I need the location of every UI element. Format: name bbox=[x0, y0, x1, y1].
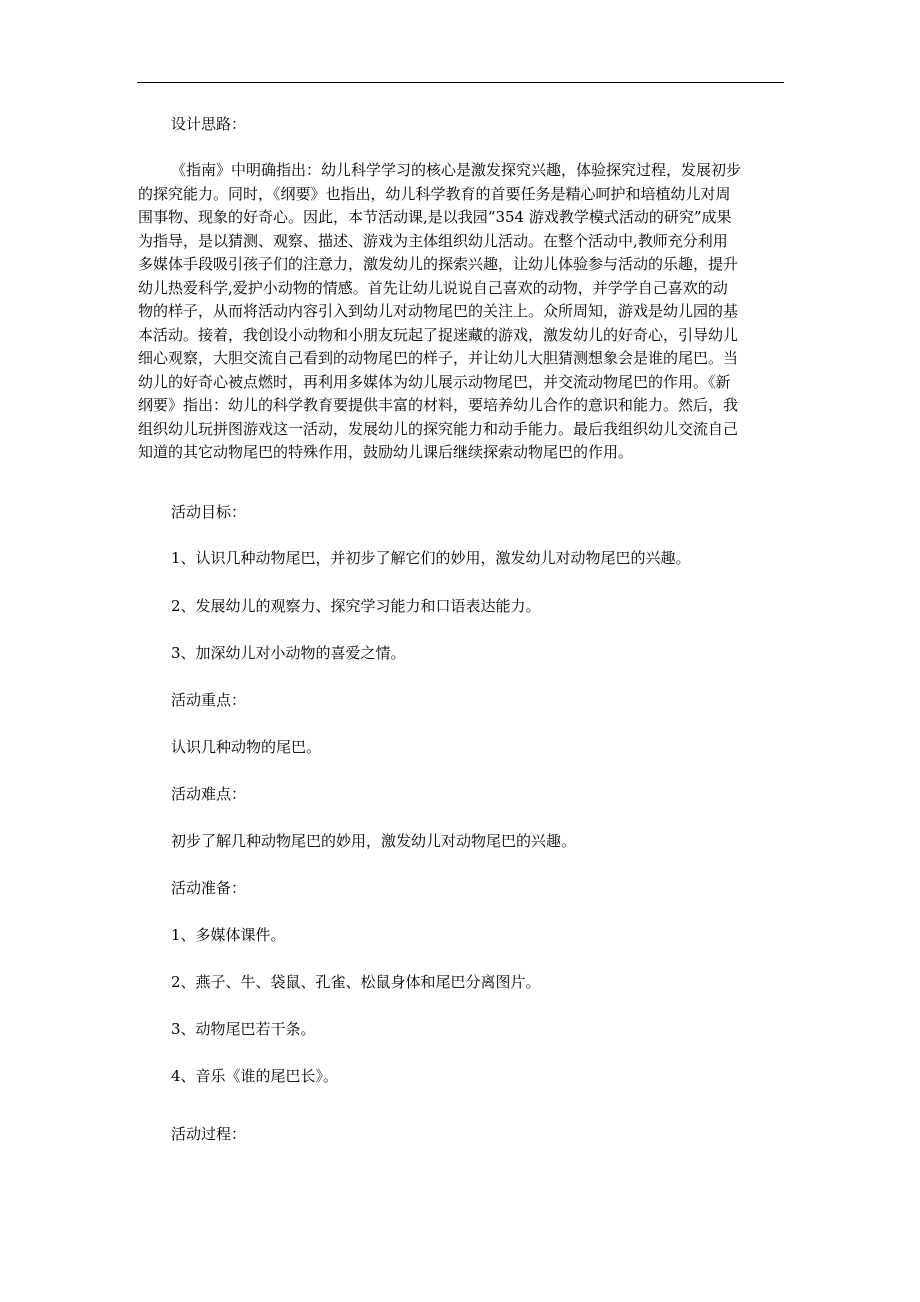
paragraph-line: 《指南》中明确指出：幼儿科学学习的核心是激发探究兴趣，体验探究过程，发展初步 bbox=[171, 161, 742, 179]
key-point-text: 认识几种动物的尾巴。 bbox=[171, 738, 322, 756]
heading-difficulty: 活动难点： bbox=[171, 785, 247, 803]
paragraph-line: 细心观察，大胆交流自己看到的动物尾巴的样子，并让幼儿大胆猜测想象会是谁的尾巴。当 bbox=[138, 349, 739, 367]
paragraph-line: 幼儿热爱科学,爱护小动物的情感。首先让幼儿说说自己喜欢的动物，并学学自己喜欢的动 bbox=[138, 279, 728, 297]
list-item: 1、认识几种动物尾巴，并初步了解它们的妙用，激发幼儿对动物尾巴的兴趣。 bbox=[171, 549, 691, 567]
list-item: 4、音乐《谁的尾巴长》。 bbox=[171, 1067, 339, 1085]
header-rule bbox=[137, 82, 784, 83]
paragraph-line: 纲要》指出：幼儿的科学教育要提供丰富的材料，要培养幼儿合作的意识和能力。然后，我 bbox=[138, 396, 739, 414]
heading-key-point: 活动重点： bbox=[171, 691, 247, 709]
heading-goals: 活动目标： bbox=[171, 503, 247, 521]
list-item: 1、多媒体课件。 bbox=[171, 926, 286, 944]
paragraph-line: 本活动。接着，我创设小动物和小朋友玩起了捉迷藏的游戏，激发幼儿的好奇心，引导幼儿 bbox=[138, 326, 739, 344]
heading-design: 设计思路： bbox=[171, 115, 247, 133]
difficulty-text: 初步了解几种动物尾巴的妙用，激发幼儿对动物尾巴的兴趣。 bbox=[171, 832, 577, 850]
paragraph-line: 为指导，是以猜测、观察、描述、游戏为主体组织幼儿活动。在整个活动中,教师充分利用 bbox=[138, 232, 728, 250]
list-item: 2、发展幼儿的观察力、探究学习能力和口语表达能力。 bbox=[171, 597, 541, 615]
paragraph-line: 知道的其它动物尾巴的特殊作用，鼓励幼儿课后继续探索动物尾巴的作用。 bbox=[138, 443, 634, 461]
paragraph-line: 组织幼儿玩拼图游戏这一活动，发展幼儿的探究能力和动手能力。最后我组织幼儿交流自己 bbox=[138, 420, 739, 438]
paragraph-line: 物的样子，从而将活动内容引入到幼儿对动物尾巴的关注上。众所周知，游戏是幼儿园的基 bbox=[138, 302, 739, 320]
heading-preparation: 活动准备： bbox=[171, 879, 247, 897]
list-item: 3、加深幼儿对小动物的喜爱之情。 bbox=[171, 644, 406, 662]
list-item: 2、燕子、牛、袋鼠、孔雀、松鼠身体和尾巴分离图片。 bbox=[171, 973, 541, 991]
paragraph-line: 的探究能力。同时，《纲要》也指出，幼儿科学教育的首要任务是精心呵护和培植幼儿对周 bbox=[138, 185, 731, 203]
paragraph-line: 围事物、现象的好奇心。因此，本节活动课,是以我园“354 游戏教学模式活动的研究”成果 bbox=[138, 208, 732, 226]
heading-process: 活动过程： bbox=[171, 1125, 247, 1143]
paragraph-line: 幼儿的好奇心被点燃时，再利用多媒体为幼儿展示动物尾巴，并交流动物尾巴的作用。《新 bbox=[138, 373, 731, 391]
list-item: 3、动物尾巴若干条。 bbox=[171, 1020, 316, 1038]
paragraph-line: 多媒体手段吸引孩子们的注意力，激发幼儿的探索兴趣，让幼儿体验参与活动的乐趣，提升 bbox=[138, 255, 739, 273]
